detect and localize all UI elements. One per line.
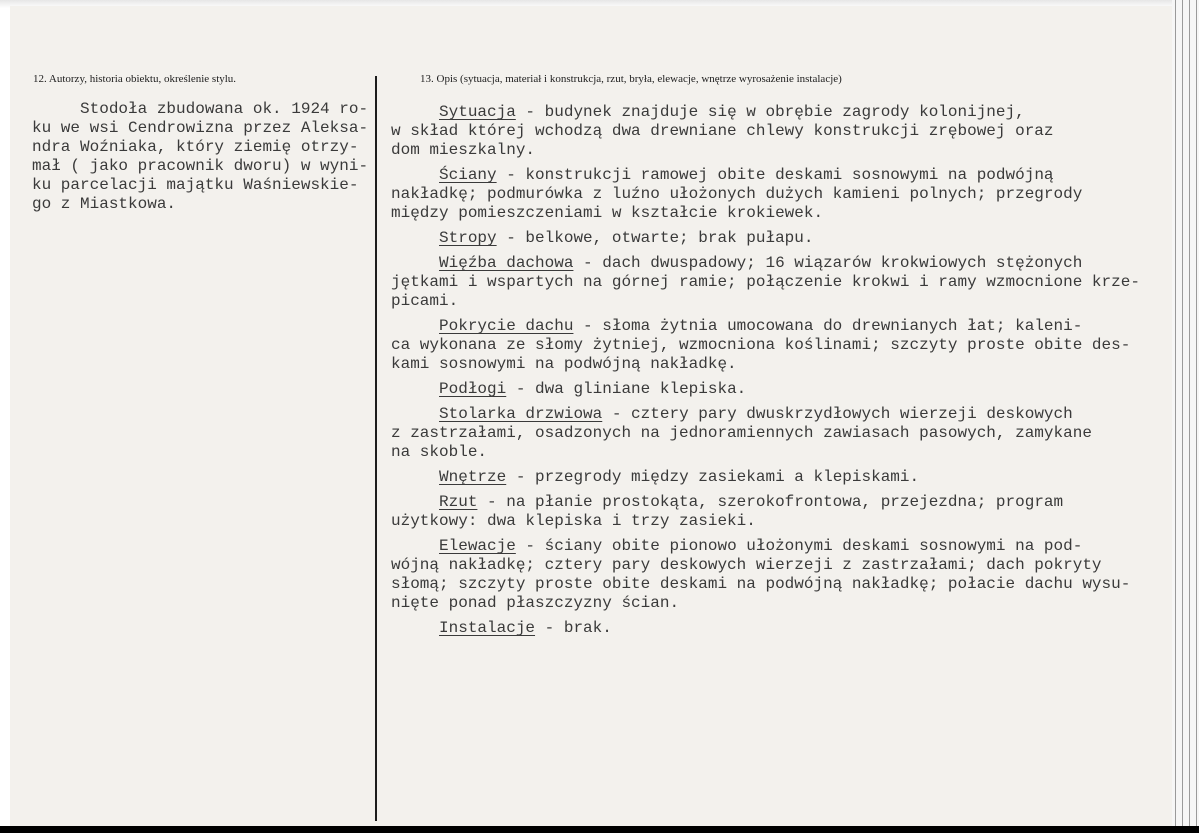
section-text: jętkami i wspartych na górnej ramie; połączenie krokwi i ramy wzmocnione krze- picami. xyxy=(391,273,1140,310)
text-line: mał ( jako pracownik dworu) w wyni- xyxy=(32,157,369,175)
section-heading: Stolarka drzwiowa xyxy=(439,405,603,423)
text-line: go z Miastkowa. xyxy=(32,195,177,213)
left-column-header: 12. Autorzy, historia obiektu, określenie stylu. xyxy=(33,73,237,85)
section-heading: Sytuacja xyxy=(439,103,516,121)
section-heading: Więźba dachowa xyxy=(439,254,574,272)
section-heading: Stropy xyxy=(439,229,497,247)
section-plan: Rzut - na płanie prostokąta, szerokofrontowa, przejezdna; program użytkowy: dwa klepiska i trzy zasieki. xyxy=(391,493,1064,530)
section-situation: Sytuacja - budynek znajduje się w obrębie zagrody kolonijnej, w skład której wchodzą dwa drewniane chlewy konstrukcji zrębowej oraz dom mieszkalny. xyxy=(391,103,1054,159)
section-heading: Podłogi xyxy=(439,380,507,398)
section-heading: Instalacje xyxy=(439,619,536,637)
text-line: Stodoła zbudowana ok. 1924 ro- xyxy=(32,100,369,118)
section-text: z zastrzałami, osadzonych na jednoramiennych zawiasach pasowych, zamykane na skoble. xyxy=(391,424,1092,461)
section-ceilings: Stropy - belkowe, otwarte; brak pułapu. xyxy=(439,229,814,247)
section-text: ca wykonana ze słomy żytniej, wzmocniona koślinami; szczyty proste obite des- kami sosnowymi na podwójną nakładkę. xyxy=(391,336,1131,373)
section-heading: Elewacje xyxy=(439,537,516,555)
section-heading: Wnętrze xyxy=(439,468,507,486)
section-roof-truss: Więźba dachowa - dach dwuspadowy; 16 wiązarów krokwiowych stężonych jętkami i wspartych na górnej ramie; połączenie krokwi i ramy wzmocnione krze- picami. xyxy=(391,254,1140,310)
text-line: ndra Woźniaka, który ziemię otrzy- xyxy=(32,138,359,156)
section-text: w skład której wchodzą dwa drewniane chlewy konstrukcji zrębowej oraz dom mieszkalny. xyxy=(391,122,1054,159)
section-interior: Wnętrze - przegrody między zasiekami a klepiskami. xyxy=(439,468,920,486)
section-elevations: Elewacje - ściany obite pionowo ułożonymi deskami sosnowymi na pod- wójną nakładkę; cztery pary deskowych wierzeji z zastrzałami; dach pokryty słomą; szczyty proste obite deskami na podwójną nakładkę; połacie dachu wysu- nięte ponad płaszczyzny ścian. xyxy=(391,537,1131,612)
section-text: użytkowy: dwa klepiska i trzy zasieki. xyxy=(391,512,756,530)
section-walls: Ściany - konstrukcji ramowej obite deskami sosnowymi na podwójną nakładkę; podmurówka z luźno ułożonych dużych kamieni polnych; przegrody między pomieszczeniami w kształcie krokiewek. xyxy=(391,166,1083,222)
left-column-text xyxy=(32,100,368,214)
section-heading: Rzut xyxy=(439,493,478,511)
column-divider xyxy=(375,76,377,821)
text-line: ku we wsi Cendrowizna przez Aleksa- xyxy=(32,119,369,137)
section-doors: Stolarka drzwiowa - cztery pary dwuskrzydłowych wierzeji deskowych z zastrzałami, osadzonych na jednoramiennych zawiasach pasowych, zamykane na skoble. xyxy=(391,405,1092,461)
section-text: nakładkę; podmurówka z luźno ułożonych dużych kamieni polnych; przegrody między pomieszczeniami w kształcie krokiewek. xyxy=(391,185,1083,222)
text-line: ku parcelacji majątku Waśniewskie- xyxy=(32,176,359,194)
stacked-cards-edge xyxy=(1172,0,1199,833)
section-text: wójną nakładkę; cztery pary deskowych wierzeji z zastrzałami; dach pokryty słomą; szczyty proste obite deskami na podwójną nakładkę; połacie dachu wysu- nięte ponad płaszczyzny ścian. xyxy=(391,556,1131,612)
section-heading: Ściany xyxy=(439,166,497,184)
section-installations: Instalacje - brak. xyxy=(439,619,612,637)
right-column-header: 13. Opis (sytuacja, materiał i konstrukcja, rzut, bryła, elewacje, wnętrze wyrosażenie instalacje) xyxy=(420,73,842,85)
scan-bottom-border xyxy=(0,826,1199,833)
description-body xyxy=(391,103,1140,638)
section-heading: Pokrycie dachu xyxy=(439,317,574,335)
section-roof-covering: Pokrycie dachu - słoma żytnia umocowana do drewnianych łat; kaleni- ca wykonana ze słomy żytniej, wzmocniona koślinami; szczyty proste obite des- kami sosnowymi na podwójną nakładkę. xyxy=(391,317,1131,373)
section-floors: Podłogi - dwa gliniane klepiska. xyxy=(439,380,747,398)
